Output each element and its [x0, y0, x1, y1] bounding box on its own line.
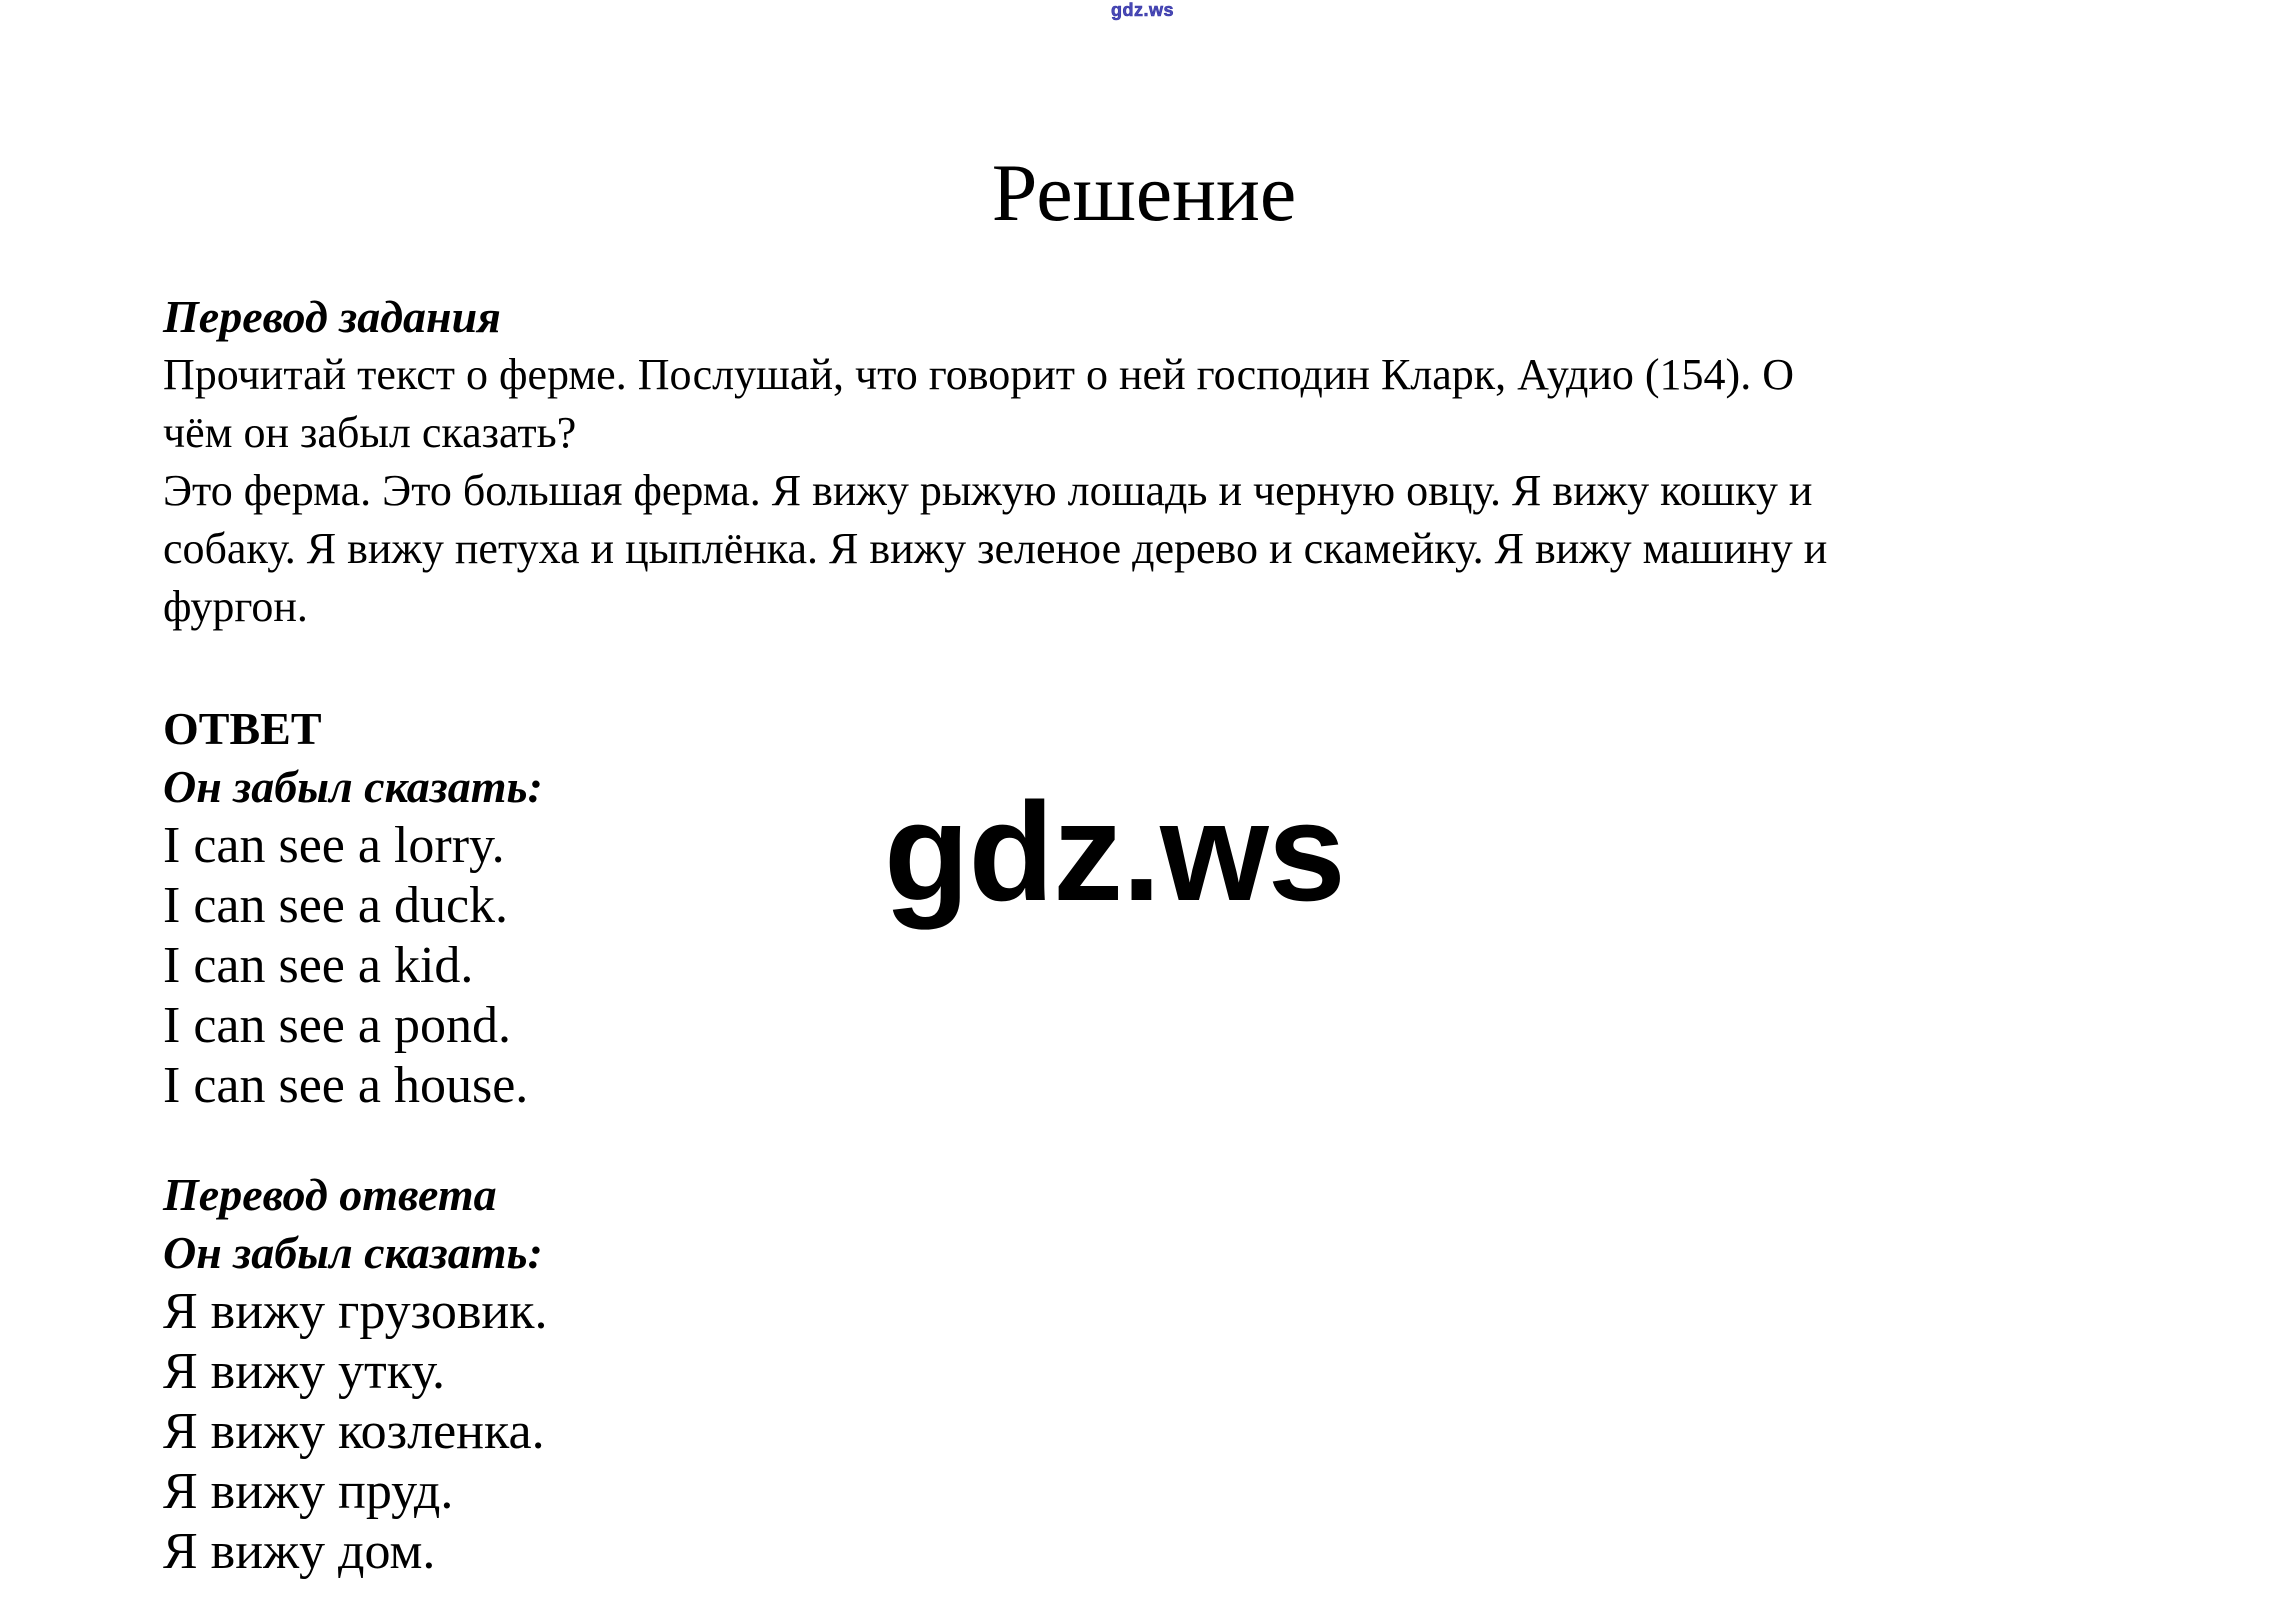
- answer-item: I can see a kid.: [163, 937, 474, 994]
- task-translation-heading: Перевод задания: [163, 291, 501, 342]
- answer-translation-section: [163, 1166, 548, 1582]
- answer-translation-heading: Перевод ответа: [163, 1169, 497, 1220]
- task-translation-line: Прочитай текст о ферме. Послушай, что говорит о ней господин Кларк, Аудио (154). О: [163, 350, 1794, 399]
- answer-subheading: Он забыл сказать:: [163, 761, 543, 812]
- answer-item: I can see a house.: [163, 1057, 529, 1114]
- answer-translation-item: Я вижу пруд.: [163, 1463, 454, 1520]
- gdz-watermark-small: gdz.ws: [1111, 0, 1175, 20]
- answer-translation-item: Я вижу козленка.: [163, 1403, 545, 1460]
- answer-heading: ОТВЕТ: [163, 703, 322, 754]
- page-title: Решение: [991, 147, 1297, 238]
- answer-section: [163, 700, 543, 1116]
- answer-translation-item: Я вижу утку.: [163, 1343, 446, 1400]
- task-translation-section: [163, 288, 1827, 636]
- task-translation-line: чём он забыл сказать?: [163, 408, 577, 457]
- task-translation-line: Это ферма. Это большая ферма. Я вижу рыжую лошадь и черную овцу. Я вижу кошку и: [163, 466, 1813, 515]
- answer-item: I can see a pond.: [163, 997, 511, 1054]
- answer-item: I can see a duck.: [163, 877, 509, 934]
- task-translation-line: фургон.: [163, 582, 308, 631]
- answer-translation-item: Я вижу дом.: [163, 1523, 436, 1580]
- answer-translation-subheading: Он забыл сказать:: [163, 1227, 543, 1278]
- task-translation-line: собаку. Я вижу петуха и цыплёнка. Я вижу зеленое дерево и скамейку. Я вижу машину и: [163, 524, 1828, 573]
- gdz-watermark-large: gdz.ws: [884, 773, 1345, 930]
- answer-translation-item: Я вижу грузовик.: [163, 1283, 548, 1340]
- answer-item: I can see a lorry.: [163, 817, 505, 874]
